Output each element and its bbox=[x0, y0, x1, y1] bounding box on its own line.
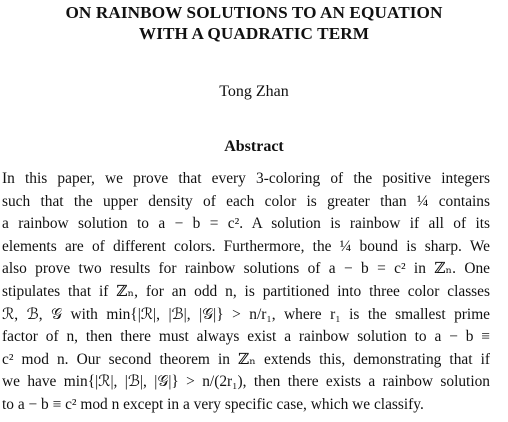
title-line-2: WITH A QUADRATIC TERM bbox=[138, 24, 370, 43]
abstract-line: also prove two results for rainbow solutions of a − b = c² in ℤₙ. One bbox=[2, 260, 490, 278]
abstract-line: such that the upper density of each color is greater than ¼ contains bbox=[2, 192, 490, 210]
abstract-heading: Abstract bbox=[224, 138, 284, 155]
abstract-line: In this paper, we prove that every 3-coloring of the positive integers bbox=[2, 170, 490, 187]
abstract-line: a rainbow solution to a − b = c². A solution is rainbow if all of its bbox=[2, 215, 490, 233]
abstract-line: elements are of different colors. Furthermore, the ¼ bound is sharp. We bbox=[2, 237, 490, 255]
author-name: Tong Zhan bbox=[219, 83, 289, 100]
title-line-1: ON RAINBOW SOLUTIONS TO AN EQUATION bbox=[65, 3, 443, 22]
abstract-line: stipulates that if ℤₙ, for an odd n, is partitioned into three color classes bbox=[2, 282, 490, 300]
abstract-line: c² mod n. Our second theorem in ℤₙ extends this, demonstrating that if bbox=[2, 350, 490, 368]
abstract-body bbox=[2, 168, 490, 417]
abstract-line: factor of n, then there must always exist a rainbow solution to a − b ≡ bbox=[2, 328, 490, 346]
paper-title bbox=[0, 2, 508, 44]
abstract-line: to a − b ≡ c² mod n except in a very specific case, which we classify. bbox=[2, 395, 424, 413]
abstract-line: ℛ, ℬ, 𝒢 with min{|ℛ|, |ℬ|, |𝒢|} > n/r₁, where r₁ is the smallest prime bbox=[2, 305, 490, 323]
abstract-line: we have min{|ℛ|, |ℬ|, |𝒢|} > n/(2r₁), then there exists a rainbow solution bbox=[2, 373, 490, 391]
